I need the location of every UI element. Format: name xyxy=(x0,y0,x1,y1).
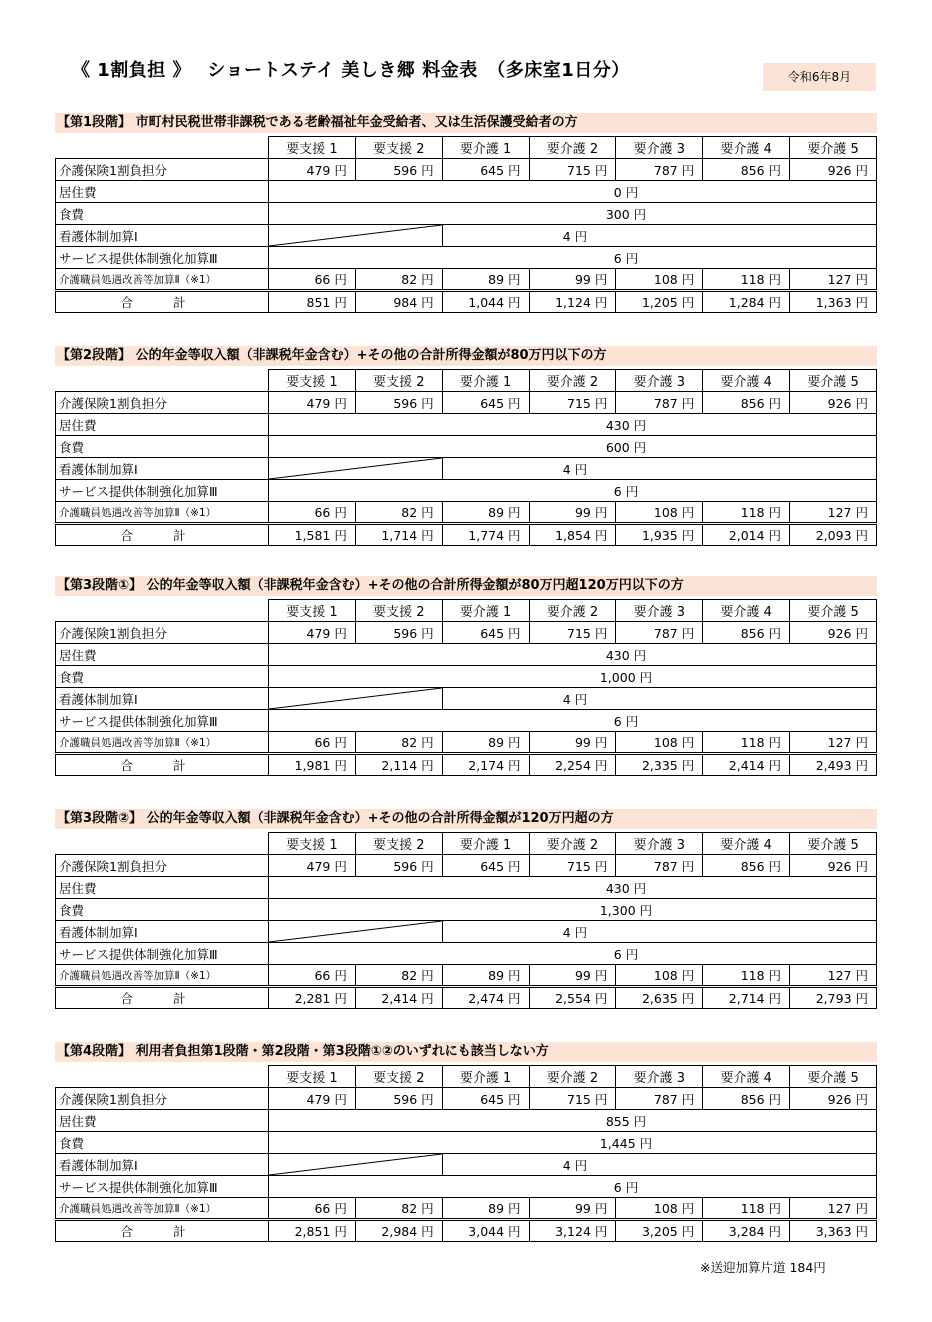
table-row xyxy=(56,436,877,458)
fee-table xyxy=(55,369,877,546)
amount-cell: 89 円 xyxy=(442,732,529,754)
amount-cell: 479 円 xyxy=(269,159,356,181)
total-row xyxy=(56,1220,877,1242)
row-label: 介護保険1割負担分 xyxy=(56,159,269,181)
total-cell: 1,774 円 xyxy=(442,524,529,546)
amount-cell: 6 円 xyxy=(269,710,877,732)
total-cell: 2,474 円 xyxy=(442,987,529,1009)
row-label: 介護職員処遇改善等加算Ⅱ（※1） xyxy=(56,1198,269,1220)
amount-cell: 127 円 xyxy=(790,502,877,524)
total-cell: 3,124 円 xyxy=(529,1220,616,1242)
column-header: 要介護 4 xyxy=(703,600,790,622)
amount-cell: 787 円 xyxy=(616,392,703,414)
row-label: 合 計 xyxy=(56,987,269,1009)
fee-table xyxy=(55,136,877,313)
amount-cell: 926 円 xyxy=(790,855,877,877)
amount-cell: 99 円 xyxy=(529,1198,616,1220)
table-row xyxy=(56,181,877,203)
header-row xyxy=(56,600,877,622)
not-applicable-cell xyxy=(269,688,443,710)
table-row xyxy=(56,855,877,877)
row-label: 食費 xyxy=(56,666,269,688)
amount-cell: 300 円 xyxy=(269,203,877,225)
amount-cell: 596 円 xyxy=(355,1088,442,1110)
column-header: 要支援 2 xyxy=(355,1066,442,1088)
table-row xyxy=(56,1110,877,1132)
amount-cell: 108 円 xyxy=(616,965,703,987)
table-row xyxy=(56,1176,877,1198)
table-row xyxy=(56,1088,877,1110)
corner-cell xyxy=(56,1066,269,1088)
table-row xyxy=(56,732,877,754)
column-header: 要介護 2 xyxy=(529,370,616,392)
amount-cell: 926 円 xyxy=(790,622,877,644)
amount-cell: 99 円 xyxy=(529,502,616,524)
date-badge: 令和6年8月 xyxy=(763,63,876,91)
amount-cell: 856 円 xyxy=(703,855,790,877)
amount-cell: 715 円 xyxy=(529,392,616,414)
total-cell: 1,854 円 xyxy=(529,524,616,546)
amount-cell: 4 円 xyxy=(442,225,876,247)
header-row xyxy=(56,1066,877,1088)
row-label: 食費 xyxy=(56,203,269,225)
amount-cell: 926 円 xyxy=(790,159,877,181)
total-cell: 1,284 円 xyxy=(703,291,790,313)
amount-cell: 645 円 xyxy=(442,392,529,414)
amount-cell: 787 円 xyxy=(616,855,703,877)
row-label: サービス提供体制強化加算Ⅲ xyxy=(56,943,269,965)
table-row xyxy=(56,247,877,269)
amount-cell: 856 円 xyxy=(703,1088,790,1110)
total-cell: 1,363 円 xyxy=(790,291,877,313)
row-label: 食費 xyxy=(56,1132,269,1154)
diagonal-line xyxy=(269,921,442,942)
table-row xyxy=(56,921,877,943)
column-header: 要介護 1 xyxy=(442,600,529,622)
table-row xyxy=(56,644,877,666)
row-label: サービス提供体制強化加算Ⅲ xyxy=(56,480,269,502)
amount-cell: 82 円 xyxy=(355,965,442,987)
table-row xyxy=(56,480,877,502)
amount-cell: 118 円 xyxy=(703,965,790,987)
total-cell: 2,093 円 xyxy=(790,524,877,546)
amount-cell: 596 円 xyxy=(355,159,442,181)
amount-cell: 108 円 xyxy=(616,269,703,291)
column-header: 要介護 1 xyxy=(442,137,529,159)
amount-cell: 787 円 xyxy=(616,1088,703,1110)
table-row xyxy=(56,943,877,965)
column-header: 要介護 3 xyxy=(616,833,703,855)
column-header: 要介護 4 xyxy=(703,1066,790,1088)
amount-cell: 82 円 xyxy=(355,502,442,524)
amount-cell: 108 円 xyxy=(616,732,703,754)
diagonal-line xyxy=(269,688,442,709)
row-label: 介護職員処遇改善等加算Ⅱ（※1） xyxy=(56,502,269,524)
fee-section xyxy=(55,576,877,776)
amount-cell: 4 円 xyxy=(442,921,876,943)
row-label: 介護保険1割負担分 xyxy=(56,855,269,877)
header-row xyxy=(56,833,877,855)
column-header: 要支援 2 xyxy=(355,370,442,392)
not-applicable-cell xyxy=(269,1154,443,1176)
row-label: サービス提供体制強化加算Ⅲ xyxy=(56,1176,269,1198)
footnote: ※送迎加算片道 184円 xyxy=(700,1260,826,1275)
total-cell: 984 円 xyxy=(355,291,442,313)
amount-cell: 645 円 xyxy=(442,1088,529,1110)
row-label: 介護職員処遇改善等加算Ⅱ（※1） xyxy=(56,732,269,754)
amount-cell: 645 円 xyxy=(442,622,529,644)
total-row xyxy=(56,524,877,546)
diagonal-line xyxy=(269,225,442,246)
amount-cell: 787 円 xyxy=(616,159,703,181)
table-row xyxy=(56,1154,877,1176)
column-header: 要支援 2 xyxy=(355,833,442,855)
total-cell: 2,335 円 xyxy=(616,754,703,776)
table-row xyxy=(56,458,877,480)
amount-cell: 856 円 xyxy=(703,622,790,644)
amount-cell: 127 円 xyxy=(790,965,877,987)
amount-cell: 4 円 xyxy=(442,458,876,480)
total-cell: 3,044 円 xyxy=(442,1220,529,1242)
row-label: 介護職員処遇改善等加算Ⅱ（※1） xyxy=(56,269,269,291)
page-title: 《 1割負担 》 ショートステイ 美しき郷 料金表 （多床室1日分） xyxy=(72,60,630,81)
total-cell: 1,714 円 xyxy=(355,524,442,546)
corner-cell xyxy=(56,137,269,159)
total-cell: 1,935 円 xyxy=(616,524,703,546)
row-label: 合 計 xyxy=(56,291,269,313)
amount-cell: 715 円 xyxy=(529,622,616,644)
amount-cell: 479 円 xyxy=(269,392,356,414)
column-header: 要介護 3 xyxy=(616,370,703,392)
amount-cell: 127 円 xyxy=(790,732,877,754)
amount-cell: 66 円 xyxy=(269,732,356,754)
table-row xyxy=(56,159,877,181)
column-header: 要介護 1 xyxy=(442,1066,529,1088)
column-header: 要支援 2 xyxy=(355,600,442,622)
amount-cell: 66 円 xyxy=(269,1198,356,1220)
fee-section xyxy=(55,113,877,313)
amount-cell: 6 円 xyxy=(269,247,877,269)
total-cell: 3,363 円 xyxy=(790,1220,877,1242)
column-header: 要支援 1 xyxy=(269,370,356,392)
amount-cell: 99 円 xyxy=(529,965,616,987)
amount-cell: 66 円 xyxy=(269,269,356,291)
row-label: 看護体制加算Ⅰ xyxy=(56,225,269,247)
column-header: 要支援 1 xyxy=(269,833,356,855)
row-label: 看護体制加算Ⅰ xyxy=(56,458,269,480)
corner-cell xyxy=(56,600,269,622)
row-label: 居住費 xyxy=(56,1110,269,1132)
total-cell: 1,205 円 xyxy=(616,291,703,313)
column-header: 要介護 2 xyxy=(529,137,616,159)
amount-cell: 118 円 xyxy=(703,732,790,754)
total-cell: 2,493 円 xyxy=(790,754,877,776)
amount-cell: 926 円 xyxy=(790,1088,877,1110)
amount-cell: 596 円 xyxy=(355,392,442,414)
table-row xyxy=(56,877,877,899)
column-header: 要介護 5 xyxy=(790,600,877,622)
column-header: 要介護 4 xyxy=(703,137,790,159)
section-heading: 【第2段階】 公的年金等収入額（非課税年金含む）+その他の合計所得金額が80万円以下の方 xyxy=(55,346,877,366)
total-cell: 2,554 円 xyxy=(529,987,616,1009)
section-heading: 【第3段階②】 公的年金等収入額（非課税年金含む）+その他の合計所得金額が120万円超の方 xyxy=(55,809,877,829)
total-row xyxy=(56,291,877,313)
corner-cell xyxy=(56,833,269,855)
amount-cell: 82 円 xyxy=(355,732,442,754)
column-header: 要支援 1 xyxy=(269,1066,356,1088)
table-row xyxy=(56,666,877,688)
amount-cell: 479 円 xyxy=(269,855,356,877)
column-header: 要介護 5 xyxy=(790,370,877,392)
row-label: 合 計 xyxy=(56,524,269,546)
total-cell: 2,414 円 xyxy=(703,754,790,776)
not-applicable-cell xyxy=(269,921,443,943)
column-header: 要支援 2 xyxy=(355,137,442,159)
row-label: 居住費 xyxy=(56,181,269,203)
row-label: 合 計 xyxy=(56,754,269,776)
total-cell: 2,635 円 xyxy=(616,987,703,1009)
table-row xyxy=(56,414,877,436)
amount-cell: 6 円 xyxy=(269,480,877,502)
amount-cell: 99 円 xyxy=(529,732,616,754)
amount-cell: 430 円 xyxy=(269,644,877,666)
column-header: 要支援 1 xyxy=(269,600,356,622)
amount-cell: 479 円 xyxy=(269,1088,356,1110)
total-cell: 2,984 円 xyxy=(355,1220,442,1242)
amount-cell: 99 円 xyxy=(529,269,616,291)
diagonal-line xyxy=(269,1154,442,1175)
amount-cell: 430 円 xyxy=(269,414,877,436)
amount-cell: 4 円 xyxy=(442,688,876,710)
column-header: 要介護 2 xyxy=(529,1066,616,1088)
row-label: 居住費 xyxy=(56,414,269,436)
row-label: 合 計 xyxy=(56,1220,269,1242)
total-cell: 2,114 円 xyxy=(355,754,442,776)
total-row xyxy=(56,987,877,1009)
header-row xyxy=(56,370,877,392)
total-cell: 3,205 円 xyxy=(616,1220,703,1242)
amount-cell: 0 円 xyxy=(269,181,877,203)
fee-table xyxy=(55,599,877,776)
total-cell: 2,254 円 xyxy=(529,754,616,776)
amount-cell: 856 円 xyxy=(703,159,790,181)
amount-cell: 596 円 xyxy=(355,855,442,877)
amount-cell: 1,000 円 xyxy=(269,666,877,688)
amount-cell: 715 円 xyxy=(529,1088,616,1110)
amount-cell: 89 円 xyxy=(442,269,529,291)
section-heading: 【第1段階】 市町村民税世帯非課税である老齢福祉年金受給者、又は生活保護受給者の方 xyxy=(55,113,877,133)
not-applicable-cell xyxy=(269,225,443,247)
corner-cell xyxy=(56,370,269,392)
amount-cell: 715 円 xyxy=(529,159,616,181)
table-row xyxy=(56,392,877,414)
column-header: 要介護 4 xyxy=(703,370,790,392)
row-label: 看護体制加算Ⅰ xyxy=(56,921,269,943)
total-cell: 1,981 円 xyxy=(269,754,356,776)
amount-cell: 6 円 xyxy=(269,1176,877,1198)
total-row xyxy=(56,754,877,776)
column-header: 要介護 5 xyxy=(790,833,877,855)
amount-cell: 645 円 xyxy=(442,159,529,181)
amount-cell: 66 円 xyxy=(269,502,356,524)
amount-cell: 855 円 xyxy=(269,1110,877,1132)
table-row xyxy=(56,1132,877,1154)
amount-cell: 645 円 xyxy=(442,855,529,877)
diagonal-line xyxy=(269,458,442,479)
row-label: 居住費 xyxy=(56,877,269,899)
row-label: サービス提供体制強化加算Ⅲ xyxy=(56,710,269,732)
total-cell: 2,014 円 xyxy=(703,524,790,546)
fee-section xyxy=(55,346,877,546)
amount-cell: 108 円 xyxy=(616,1198,703,1220)
amount-cell: 89 円 xyxy=(442,965,529,987)
table-row xyxy=(56,710,877,732)
amount-cell: 787 円 xyxy=(616,622,703,644)
total-cell: 2,414 円 xyxy=(355,987,442,1009)
column-header: 要介護 3 xyxy=(616,1066,703,1088)
total-cell: 3,284 円 xyxy=(703,1220,790,1242)
table-row xyxy=(56,269,877,291)
amount-cell: 6 円 xyxy=(269,943,877,965)
amount-cell: 82 円 xyxy=(355,269,442,291)
amount-cell: 926 円 xyxy=(790,392,877,414)
amount-cell: 856 円 xyxy=(703,392,790,414)
table-row xyxy=(56,622,877,644)
header-row xyxy=(56,137,877,159)
total-cell: 2,851 円 xyxy=(269,1220,356,1242)
row-label: 看護体制加算Ⅰ xyxy=(56,688,269,710)
total-cell: 851 円 xyxy=(269,291,356,313)
row-label: 介護保険1割負担分 xyxy=(56,622,269,644)
amount-cell: 108 円 xyxy=(616,502,703,524)
row-label: サービス提供体制強化加算Ⅲ xyxy=(56,247,269,269)
table-row xyxy=(56,965,877,987)
amount-cell: 600 円 xyxy=(269,436,877,458)
row-label: 居住費 xyxy=(56,644,269,666)
column-header: 要介護 3 xyxy=(616,600,703,622)
column-header: 要介護 5 xyxy=(790,1066,877,1088)
fee-table xyxy=(55,832,877,1009)
fee-section xyxy=(55,1042,877,1242)
amount-cell: 127 円 xyxy=(790,1198,877,1220)
section-heading: 【第4段階】 利用者負担第1段階・第2段階・第3段階①②のいずれにも該当しない方 xyxy=(55,1042,877,1062)
column-header: 要介護 5 xyxy=(790,137,877,159)
total-cell: 1,581 円 xyxy=(269,524,356,546)
amount-cell: 66 円 xyxy=(269,965,356,987)
amount-cell: 118 円 xyxy=(703,502,790,524)
amount-cell: 127 円 xyxy=(790,269,877,291)
total-cell: 2,281 円 xyxy=(269,987,356,1009)
total-cell: 2,793 円 xyxy=(790,987,877,1009)
amount-cell: 89 円 xyxy=(442,502,529,524)
row-label: 介護保険1割負担分 xyxy=(56,392,269,414)
column-header: 要介護 4 xyxy=(703,833,790,855)
amount-cell: 82 円 xyxy=(355,1198,442,1220)
amount-cell: 118 円 xyxy=(703,1198,790,1220)
amount-cell: 1,300 円 xyxy=(269,899,877,921)
table-row xyxy=(56,502,877,524)
amount-cell: 430 円 xyxy=(269,877,877,899)
amount-cell: 118 円 xyxy=(703,269,790,291)
amount-cell: 4 円 xyxy=(442,1154,876,1176)
amount-cell: 1,445 円 xyxy=(269,1132,877,1154)
row-label: 看護体制加算Ⅰ xyxy=(56,1154,269,1176)
row-label: 介護職員処遇改善等加算Ⅱ（※1） xyxy=(56,965,269,987)
table-row xyxy=(56,688,877,710)
amount-cell: 596 円 xyxy=(355,622,442,644)
fee-table xyxy=(55,1065,877,1242)
fee-section xyxy=(55,809,877,1009)
table-row xyxy=(56,899,877,921)
row-label: 食費 xyxy=(56,899,269,921)
total-cell: 1,124 円 xyxy=(529,291,616,313)
column-header: 要介護 2 xyxy=(529,833,616,855)
table-row xyxy=(56,203,877,225)
total-cell: 1,044 円 xyxy=(442,291,529,313)
table-row xyxy=(56,1198,877,1220)
row-label: 介護保険1割負担分 xyxy=(56,1088,269,1110)
amount-cell: 479 円 xyxy=(269,622,356,644)
not-applicable-cell xyxy=(269,458,443,480)
total-cell: 2,174 円 xyxy=(442,754,529,776)
column-header: 要介護 1 xyxy=(442,370,529,392)
column-header: 要支援 1 xyxy=(269,137,356,159)
column-header: 要介護 3 xyxy=(616,137,703,159)
column-header: 要介護 2 xyxy=(529,600,616,622)
section-heading: 【第3段階①】 公的年金等収入額（非課税年金含む）+その他の合計所得金額が80万円超120万円以下の方 xyxy=(55,576,877,596)
column-header: 要介護 1 xyxy=(442,833,529,855)
row-label: 食費 xyxy=(56,436,269,458)
table-row xyxy=(56,225,877,247)
amount-cell: 715 円 xyxy=(529,855,616,877)
total-cell: 2,714 円 xyxy=(703,987,790,1009)
amount-cell: 89 円 xyxy=(442,1198,529,1220)
